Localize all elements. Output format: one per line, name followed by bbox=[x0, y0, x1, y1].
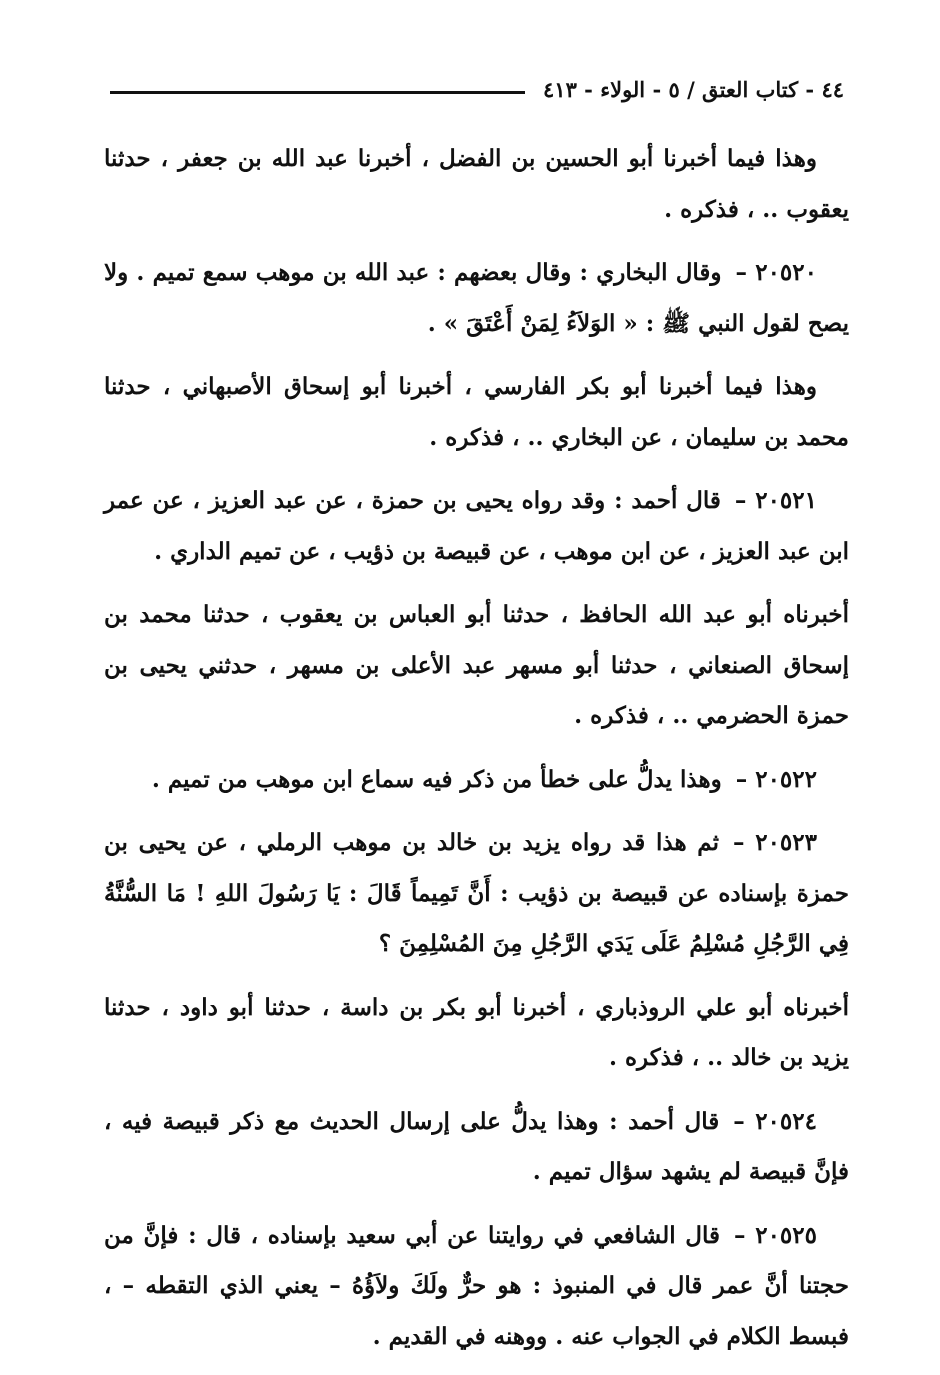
paragraph-number: ٢٠٥٢١ – bbox=[734, 487, 817, 514]
paragraph-text: وهذا يدلُّ على خطأ من ذكر فيه سماع ابن موهب من تميم . bbox=[151, 765, 722, 793]
numbered-paragraph bbox=[104, 818, 849, 970]
numbered-paragraph bbox=[104, 1211, 849, 1363]
paragraph bbox=[104, 134, 849, 235]
paragraph-text: أخبرناه أبو علي الروذباري ، أخبرنا أبو بكر بن داسة ، حدثنا أبو داود ، حدثنا يزيد بن خالد .. ، فذكره . bbox=[104, 993, 849, 1071]
running-title: ٤٤ - كتاب العتق / ٥ - الولاء - ٤١٣ bbox=[543, 76, 844, 102]
header-rule bbox=[110, 91, 525, 94]
paragraph bbox=[104, 362, 849, 463]
numbered-paragraph bbox=[104, 1097, 849, 1198]
paragraph-number: ٢٠٥٢٥ – bbox=[734, 1221, 817, 1249]
running-header bbox=[110, 72, 844, 106]
paragraph bbox=[104, 983, 849, 1084]
numbered-paragraph bbox=[104, 248, 849, 349]
paragraph-number: ٢٠٥٢٠ – bbox=[735, 259, 817, 286]
paragraph-text: وهذا فيما أخبرنا أبو بكر الفارسي ، أخبرنا أبو إسحاق الأصبهاني ، حدثنا محمد بن سليمان ، عن البخاري .. ، فذكره . bbox=[104, 373, 849, 451]
paragraph-text: أخبرناه أبو عبد الله الحافظ ، حدثنا أبو العباس بن يعقوب ، حدثنا محمد بن إسحاق الصنعاني ، حدثنا أبو مسهر عبد الأعلى بن مسهر ، حدثني يحيى بن حمزة الحضرمي .. ، فذكره . bbox=[104, 601, 849, 729]
paragraph-text: قال أحمد : وهذا يدلُّ على إرسال الحديث مع ذكر قبيصة فيه ، فإنَّ قبيصة لم يشهد سؤال تميم . bbox=[104, 1107, 849, 1185]
paragraph-text: ثم هذا قد رواه يزيد بن خالد بن موهب الرملي ، عن يحيى بن حمزة بإسناده عن قبيصة بن ذؤيب : أَنَّ تَمِيماً قَالَ : يَا رَسُولَ اللهِ ! مَا السُّنَّةُ فِي الرَّجُلِ مُسْلِمُ عَلَى يَدَي الرَّجُلِ مِنَ المُسْلِمِنَ ؟ bbox=[104, 829, 849, 957]
paragraph-text: وهذا فيما أخبرنا أبو الحسين بن الفضل ، أخبرنا عبد الله بن جعفر ، حدثنا يعقوب .. ، فذكره . bbox=[104, 145, 849, 223]
paragraph-text: قال أحمد : وقد رواه يحيى بن حمزة ، عن عبد العزيز ، عن عمر ابن عبد العزيز ، عن ابن موهب ، عن قبيصة بن ذؤيب ، عن تميم الداري . bbox=[104, 487, 849, 565]
paragraph-text: وقال البخاري : وقال بعضهم : عبد الله بن موهب سمع تميم . ولا يصح لقول النبي ﷺ : « الوَلاَءُ لِمَنْ أَعْتَقَ » . bbox=[104, 259, 849, 337]
paragraph-number: ٢٠٥٢٤ – bbox=[733, 1107, 817, 1135]
numbered-paragraph bbox=[104, 476, 849, 577]
paragraph-number: ٢٠٥٢٣ – bbox=[733, 829, 817, 856]
page-body bbox=[104, 134, 849, 1375]
paragraph bbox=[104, 590, 849, 742]
paragraph-number: ٢٠٥٢٢ – bbox=[735, 765, 817, 793]
paragraph-text: قال الشافعي في روايتنا عن أبي سعيد بإسناده ، قال : فإنَّ من حجتنا أنَّ عمر قال في المنبوذ : هو حرٌّ ولَكَ ولاَؤُهُ – يعني الذي التقطه – ، فبسط الكلام في الجواب عنه . ووهنه في القديم . bbox=[104, 1221, 849, 1350]
numbered-paragraph bbox=[104, 755, 849, 806]
